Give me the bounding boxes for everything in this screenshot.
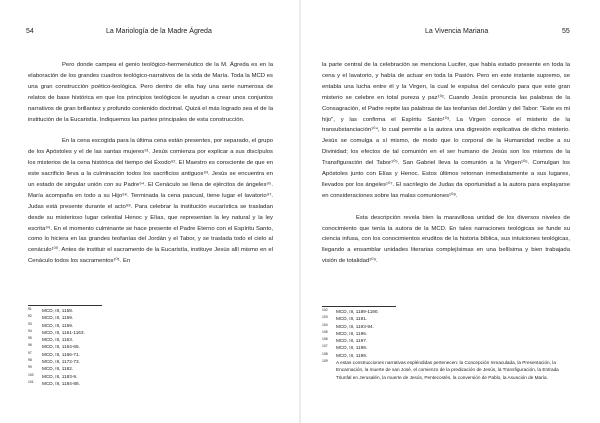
footnote-number: 102 (322, 308, 328, 312)
footnote-number: 108 (322, 351, 328, 356)
footnotes (322, 308, 570, 381)
footnote-text: MCD, III, 1189-1190. (336, 309, 379, 314)
footnote (28, 322, 273, 329)
footnote-text: MCD, III, 1198. (336, 345, 368, 351)
footnote-number: 92 (28, 314, 32, 319)
footnote (28, 336, 273, 343)
footnotes (28, 307, 273, 387)
footnote (322, 323, 570, 330)
footnote-number: 91 (28, 307, 32, 311)
paragraph: Esta descripción revela bien la maravillosa unidad de los diversos niveles de conocimiento que tenía la autora de la MCD. En tales narraciones teológicas se funde su ciencia infusa, con los conocimientos eruditos de la historia bíblica, sus intuiciones teológicas, llegando a ensamblar unidades literarias complejísimas en una bellísima y bien trabajada visión de totalidad¹⁰⁹. (322, 214, 570, 265)
footnote (322, 330, 570, 337)
body-text (28, 60, 273, 267)
footnote (28, 358, 273, 365)
footnote-text: MCD, III, 1196. (336, 330, 368, 336)
footnote (28, 380, 273, 387)
footnote-text: MCD, III, 1159. (42, 315, 74, 321)
page-number: 55 (562, 28, 570, 35)
footnote-number: 98 (28, 358, 32, 363)
footnote (28, 351, 273, 358)
footnote-number: 95 (28, 336, 32, 341)
footnote-text: A estas construcciones narrativas espléndidas pertenecen: la Concepción Inmaculada, la Presentación, la Encarnación, la muerte de san José, el comienzo de la predicación de Jesús, la Transfiguración, la Entrada Triunfal en Jerusalén, la muerte de Jesús, Pentecostés, la conversión de Pablo, la Asunción de María. (336, 360, 559, 380)
footnote-text: MCD, III, 1159. (42, 322, 74, 328)
footnote-number: 97 (28, 350, 32, 355)
body-text (322, 60, 570, 267)
footnote-number: 96 (28, 343, 32, 348)
footnote-text: MCD, III, 1199. (336, 352, 368, 358)
footnote-text: MCD, III, 1161-1163. (42, 329, 85, 335)
footnote-number: 105 (322, 329, 328, 334)
footnote-text: MCD, III, 1191. (336, 316, 368, 322)
paragraph: Pero donde campea el genio teológico-hermenéutico de la M. Ágreda es en la elaboración de los grandes cuadros teológico-narrativos de la vida de María. Toda la MCD es una gran construcción poético-teológica. Pero dentro de ella hay una serie numerosa de relatos de base histórica en que los principios teológicos le ayudan a crear unos conjuntos narrativos de gran brillantez y profundo contenido doctrinal. Quizá el más logrado sea el de la institución de la Eucaristía. Indiquemos las partes principales de esta construcción. (28, 62, 273, 123)
running-title: La Vivencia Mariana (425, 28, 489, 35)
footnote (322, 337, 570, 344)
footnote-text: MCD, III, 1172-73. (42, 359, 80, 365)
footnote-number: 100 (28, 372, 34, 377)
footnote-number: 109 (322, 359, 328, 364)
footnote (28, 373, 273, 380)
running-title: La Mariología de la Madre Ágreda (106, 28, 212, 35)
footnote (28, 314, 273, 321)
footnote-text: MCD, III, 1164-65. (42, 344, 80, 350)
footnote (28, 329, 273, 336)
footnote-number: 106 (322, 337, 328, 342)
paragraph: En la cena escogida para la última cena están presentes, por separado, el grupo de los Apóstoles y el de las santas mujeres⁹¹. Jesús comienza por explicar a sus discípulos los misterios de la cena histórica del tiempo del Éxodo⁹². El Maestro es consciente de que en este sacrificio lleva a la culminación todos los sacrificios antiguos⁹³. Jesús se encuentra en un estado de singular unión con su Padre⁹⁴. El Cenáculo se llena de ejércitos de ángeles⁹⁵. María acompaña en todo a su Hijo⁹⁶. Terminada la cena pascual, tiene lugar el lavatorio⁹⁷. Judas está presente durante el acto⁹⁸. Para celebrar la institución eucarística se trasladan desde su misterioso lugar celestial Henoc y Elías, que representan la ley natural y la ley escrita⁹⁹. En el momento culminante se hace presente el Padre Eterno con el Espíritu Santo, como lo hiciera en las grandes teofanías del Jordán y el Tabor, y se traslada todo el cielo al cenáculo¹⁰⁰. Antes de instituir el sacramento de la Eucaristía, instituye Jesús allí mismo en el Cenáculo todos los sacramentos¹⁰¹. En (28, 138, 273, 265)
footnote-text: MCD, III, 1158. (42, 308, 74, 313)
footnote-text: MCD, III, 1183-9. (42, 373, 78, 379)
footnote-number: 93 (28, 321, 32, 326)
footnote (322, 344, 570, 351)
footnote-text: MCD, III, 1197. (336, 338, 368, 344)
footnote-separator (322, 306, 396, 307)
footnote-number: 107 (322, 344, 328, 349)
footnote-number: 101 (28, 379, 34, 384)
footnote-number: 99 (28, 365, 32, 370)
footnote (322, 352, 570, 359)
footnote-text: MCD, III, 1163. (42, 337, 74, 343)
footnote-number: 94 (28, 328, 32, 333)
right-page (300, 0, 600, 423)
footnote-text: MCD, III, 1184-88. (42, 380, 80, 386)
footnote (322, 359, 570, 381)
footnote (322, 308, 570, 315)
footnote-separator (28, 305, 102, 306)
footnote-text: MCD, III, 1166-71. (42, 351, 80, 357)
footnote (28, 307, 273, 314)
footnote (322, 315, 570, 322)
paragraph: la parte central de la celebración se menciona Lucifer, que había estado presente en toda la cena y el lavatorio, y había de actuar en toda la Pasión. Pero en este instante supremo, se entabla una lucha entre él y la Virgen, la cual le expulsa del cenáculo para que este gran misterio se celebre en total pureza y paz¹⁰². Cuando Jesús pronuncia las palabras de la Consagración, el Padre repite las palabras de las teofanías del Jordán y del Tabor: "Este es mi hijo", y las confirma el Espíritu Santo¹⁰³. La Virgen conoce el misterio de la transubstanciación¹⁰⁴, lo cual permite a la autora una digresión explicativa de dicho misterio. Jesús se comulga a sí mismo, de modo que lo corporal de la Humanidad recibe a su Divinidad; los efectos de tal comunión en el ser humano de Jesús son los mismos de la Transfiguración del Tabor¹⁰⁵. San Gabriel lleva la comunión a la Virgen¹⁰⁶. Comulgan los Apóstoles junto con Elías y Henoc. Estos últimos retornan inmediatamente a sus lugares, llevados por los ángeles¹⁰⁷. El sacrilegio de Judas da oportunidad a la autora para explayarse en consideraciones sobre las malas comuniones¹⁰⁸. (322, 62, 570, 199)
footnote-number: 104 (322, 322, 328, 327)
footnote (28, 343, 273, 350)
footnote (28, 365, 273, 372)
footnote-text: MCD, III, 1182. (42, 366, 74, 372)
page-number: 54 (26, 28, 34, 35)
footnote-text: MCD, III, 1193-94. (336, 323, 374, 329)
footnote-number: 103 (322, 315, 328, 320)
